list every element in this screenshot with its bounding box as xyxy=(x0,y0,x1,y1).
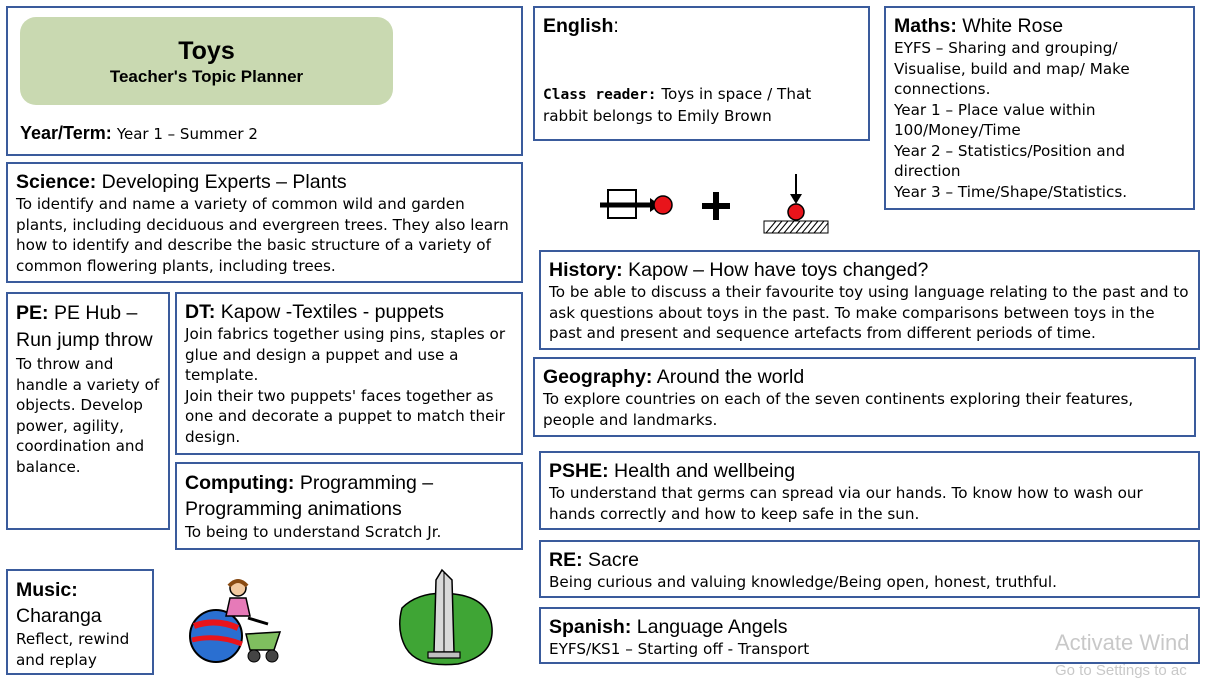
year-term-value: Year 1 – Summer 2 xyxy=(116,125,258,143)
history-panel xyxy=(539,250,1200,350)
maths-line: Year 1 – Place value within 100/Money/Time xyxy=(894,100,1096,139)
pshe-body: To understand that germs can spread via our hands. To know how to wash our hands correctly and how to keep safe in the sun. xyxy=(549,484,1143,523)
maths-label: Maths: xyxy=(894,15,957,37)
re-body: Being curious and valuing knowledge/Being open, honest, truthful. xyxy=(549,573,1057,591)
obelisk-landmark-icon xyxy=(398,568,496,668)
dt-body-2: Join their two puppets' faces together as one and decorate a puppet to match their design. xyxy=(185,386,505,446)
maths-value: White Rose xyxy=(962,15,1064,37)
geography-body: To explore countries on each of the seven continents exploring their features, people and landmarks. xyxy=(543,390,1134,429)
maths-panel xyxy=(884,6,1195,210)
class-reader-label: Class reader: xyxy=(543,87,657,103)
english-label: English xyxy=(543,15,614,37)
topic-banner xyxy=(20,17,393,105)
science-value: Developing Experts – Plants xyxy=(101,171,347,193)
push-symbol-icon xyxy=(598,186,678,226)
re-heading xyxy=(549,548,1190,572)
year-term xyxy=(20,121,258,145)
computing-label: Computing: xyxy=(185,472,295,494)
science-heading xyxy=(16,170,513,194)
pe-panel xyxy=(6,292,170,530)
history-heading xyxy=(549,258,1190,282)
pe-body: To throw and handle a variety of objects. Develop power, agility, coordination and balance. xyxy=(16,355,160,476)
science-body: To identify and name a variety of common wild and garden plants, including deciduous and evergreen trees. They also learn how to identify and describe the basic structure of a variety of common flowering plants, including trees. xyxy=(16,195,509,275)
dt-heading xyxy=(185,300,513,324)
music-panel xyxy=(6,569,154,675)
pshe-panel xyxy=(539,451,1200,530)
english-colon: : xyxy=(613,15,619,37)
activation-watermark-line2: Go to Settings to ac xyxy=(1055,662,1187,679)
class-reader-value: Toys in space / That rabbit belongs to Emily Brown xyxy=(543,85,812,125)
music-body: Reflect, rewind and replay xyxy=(16,630,130,669)
activation-watermark-line1: Activate Wind xyxy=(1055,630,1190,655)
maths-line: Year 2 – Statistics/Position and direction xyxy=(894,141,1125,180)
spanish-value: Language Angels xyxy=(636,616,788,638)
pshe-label: PSHE: xyxy=(549,460,609,482)
computing-body: To being to understand Scratch Jr. xyxy=(185,523,442,541)
history-value: Kapow – How have toys changed? xyxy=(628,259,929,281)
computing-value: Programming – Programming animations xyxy=(185,472,434,520)
dt-label: DT: xyxy=(185,301,216,323)
pshe-heading xyxy=(549,459,1190,483)
science-panel xyxy=(6,162,523,283)
geography-panel xyxy=(533,357,1196,437)
dt-panel xyxy=(175,292,523,455)
spanish-body: EYFS/KS1 – Starting off - Transport xyxy=(549,640,810,658)
pe-label: PE: xyxy=(16,302,49,324)
dt-value: Kapow -Textiles - puppets xyxy=(220,301,445,323)
force-down-symbol-icon xyxy=(762,172,830,238)
computing-heading xyxy=(185,470,513,522)
history-body: To be able to discuss a their favourite toy using language relating to the past and to ask questions about toys in the past. To make comparisons between toys in the past and present and sequence artefacts from different periods of time. xyxy=(549,283,1189,342)
plus-icon xyxy=(700,190,732,222)
history-label: History: xyxy=(549,259,623,281)
computing-panel xyxy=(175,462,523,550)
maths-line: Year 3 – Time/Shape/Statistics. xyxy=(894,182,1128,201)
class-reader xyxy=(543,84,860,126)
english-panel xyxy=(533,6,870,141)
pe-heading xyxy=(16,300,160,354)
geography-label: Geography: xyxy=(543,366,653,388)
title-panel xyxy=(6,6,523,156)
english-heading xyxy=(543,14,860,38)
pe-value: PE Hub – Run jump throw xyxy=(16,302,153,351)
re-panel xyxy=(539,540,1200,598)
spanish-label: Spanish: xyxy=(549,616,632,638)
geography-heading xyxy=(543,365,1186,389)
music-heading xyxy=(16,577,144,629)
pshe-value: Health and wellbeing xyxy=(614,460,796,482)
science-label: Science: xyxy=(16,171,97,193)
year-term-label: Year/Term: xyxy=(20,123,112,143)
re-label: RE: xyxy=(549,549,583,571)
music-label: Music: xyxy=(16,579,78,601)
re-value: Sacre xyxy=(588,549,639,571)
toys-icon xyxy=(188,578,284,668)
topic-subtitle: Teacher's Topic Planner xyxy=(109,67,304,86)
maths-line: EYFS – Sharing and grouping/ Visualise, build and map/ Make connections. xyxy=(894,39,1130,98)
dt-body-1: Join fabrics together using pins, staples or glue and design a puppet and use a template. xyxy=(185,325,506,384)
music-value: Charanga xyxy=(16,605,102,627)
geography-value: Around the world xyxy=(656,366,805,388)
maths-heading xyxy=(894,14,1185,38)
topic-title: Toys xyxy=(178,37,235,65)
